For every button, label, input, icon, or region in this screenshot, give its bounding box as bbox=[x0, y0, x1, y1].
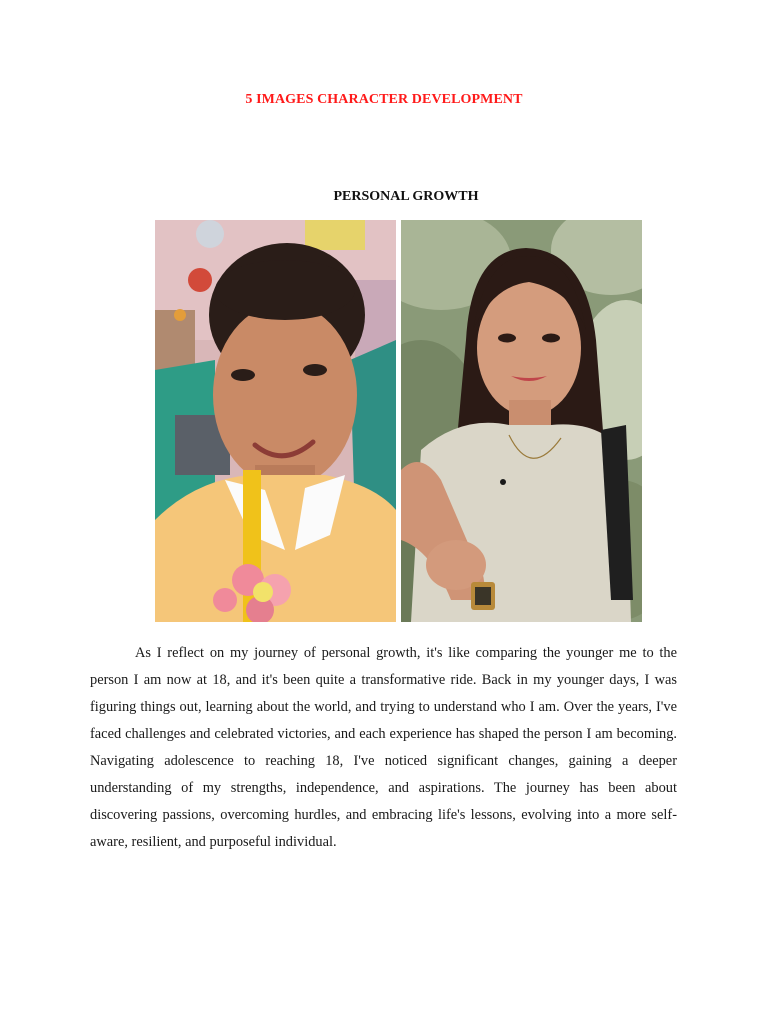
document-title: 5 IMAGES CHARACTER DEVELOPMENT bbox=[245, 92, 523, 107]
section-heading: PERSONAL GROWTH bbox=[333, 189, 479, 204]
current-self-photo bbox=[401, 220, 642, 622]
younger-self-photo bbox=[155, 220, 396, 622]
body-paragraph: As I reflect on my journey of personal growth, it's like comparing the younger me to the person I am now at 18, and it's been quite a transformative ride. Back in my younger days, I was figuring things out, learning about the world, and trying to understand who I am. Over the years, I've faced challenges and celebrated victories, and each experience has shaped the person I am becoming. Navigating adolescence to reaching 18, I've noticed significant changes, gaining a deeper understanding of my strengths, independence, and aspirations. The journey has been about discovering passions, overcoming hurdles, and embracing life's lessons, evolving into a more self-aware, resilient, and purposeful individual. bbox=[90, 645, 677, 850]
